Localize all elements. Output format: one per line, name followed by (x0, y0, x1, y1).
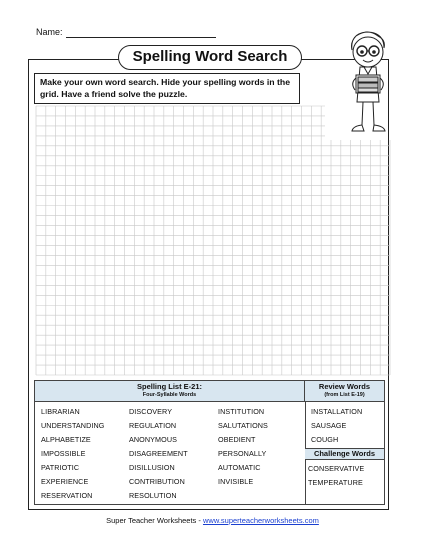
list-item: DISCOVERY (129, 407, 173, 416)
list-item: COUGH (311, 435, 339, 444)
challenge-words-header: Challenge Words (305, 448, 384, 460)
list-item: DISILLUSION (129, 463, 175, 472)
spelling-list-subtitle: Four-Syllable Words (142, 392, 197, 398)
list-item: PATRIOTIC (41, 463, 80, 472)
list-item: SALUTATIONS (218, 421, 268, 430)
list-item: TEMPERATURE (308, 478, 363, 487)
list-item: AUTOMATIC (218, 463, 261, 472)
list-item: RESERVATION (41, 491, 93, 500)
list-item: RESOLUTION (129, 491, 177, 500)
list-item: INVISIBLE (218, 477, 254, 486)
list-item: IMPOSSIBLE (41, 449, 86, 458)
list-item: CONSERVATIVE (308, 464, 365, 473)
list-item: PERSONALLY (218, 449, 267, 458)
list-item: OBEDIENT (218, 435, 256, 444)
list-item: ANONYMOUS (129, 435, 178, 444)
worksheet-title: Spelling Word Search (118, 45, 302, 70)
list-item: LIBRARIAN (41, 407, 80, 416)
list-item: DISAGREEMENT (129, 449, 188, 458)
review-words-title: Review Words (318, 382, 371, 391)
spelling-list-title: Spelling List E-21: (136, 382, 202, 391)
footer-link[interactable]: www.superteacherworksheets.com (202, 516, 319, 525)
list-item: UNDERSTANDING (41, 421, 105, 430)
list-item: INSTALLATION (311, 407, 363, 416)
name-label: Name: (36, 27, 63, 37)
list-item: REGULATION (129, 421, 177, 430)
footer-text: Super Teacher Worksheets - (106, 516, 203, 525)
list-item: EXPERIENCE (41, 477, 89, 486)
list-item: INSTITUTION (218, 407, 265, 416)
list-item: CONTRIBUTION (129, 477, 185, 486)
list-item: SAUSAGE (311, 421, 347, 430)
instructions-box: Make your own word search. Hide your spelling words in the grid. Have a friend solve the puzzle. (34, 73, 300, 104)
teacher-mascot-illustration (338, 28, 398, 143)
list-item: ALPHABETIZE (41, 435, 91, 444)
review-words-subtitle: (from List E-19) (324, 392, 365, 398)
